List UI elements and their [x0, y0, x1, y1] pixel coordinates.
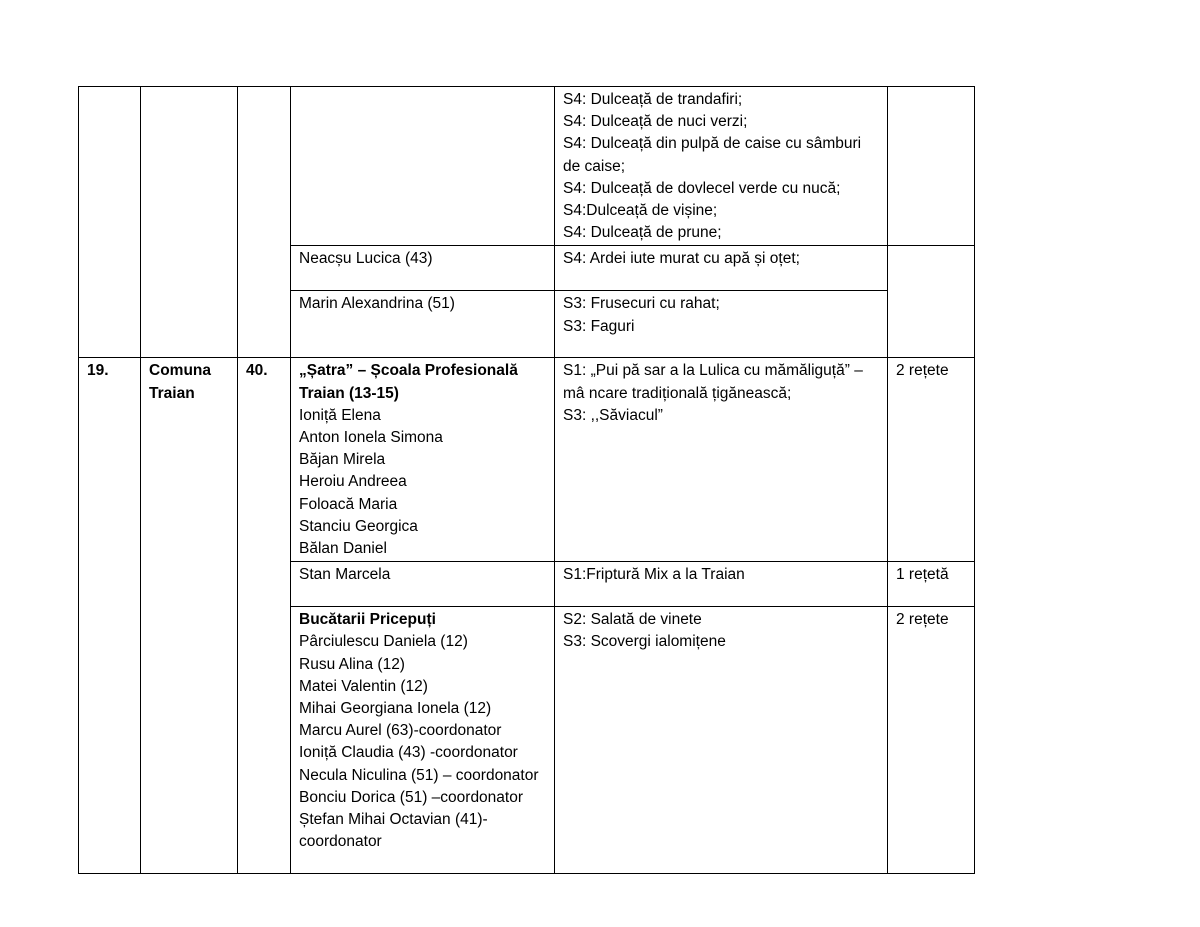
index-cell: [238, 87, 291, 358]
count-cell: [888, 87, 975, 246]
number-cell: [79, 358, 141, 874]
locality-cell: [141, 87, 238, 358]
member-name: Rusu Alina (12): [299, 655, 405, 673]
group-title: „Șatra” – Școala Profesională Traian (13-15): [299, 362, 518, 402]
participant-cell: [291, 87, 555, 246]
count-cell: [888, 562, 975, 607]
member-name: Foloacă Maria: [299, 495, 398, 513]
recipe-line: S3: Frusecuri cu rahat;: [563, 295, 720, 313]
member-name: Băjan Mirela: [299, 451, 386, 469]
recipe-line: S4: Dulceață de dovlecel verde cu nucă;: [563, 179, 841, 197]
recipes-cell: [555, 562, 888, 607]
recipe-line: S4: Dulceață de nuci verzi;: [563, 113, 748, 131]
table-row: [79, 358, 975, 562]
locality-name: Comuna Traian: [149, 362, 211, 402]
recipes-cell: [555, 291, 888, 358]
entry-number: 19.: [87, 362, 109, 380]
participant-cell: [291, 607, 555, 874]
member-name: Marcu Aurel (63)-coordonator: [299, 722, 502, 740]
participant-name: Neacșu Lucica (43): [299, 250, 433, 268]
member-name: Mihai Georgiana Ionela (12): [299, 700, 492, 718]
number-cell: [79, 87, 141, 358]
recipe-line: S2: Salată de vinete: [563, 611, 702, 629]
recipe-line: S3: Faguri: [563, 317, 635, 335]
member-name: Ștefan Mihai Octavian (41)-coordonator: [299, 811, 488, 851]
index-cell: [238, 358, 291, 874]
count-cell: [888, 246, 975, 358]
recipes-cell: [555, 607, 888, 874]
recipe-line: S4:Dulceață de vișine;: [563, 202, 718, 220]
participant-cell: [291, 358, 555, 562]
participant-cell: [291, 562, 555, 607]
member-name: Bonciu Dorica (51) –coordonator: [299, 788, 524, 806]
recipe-count: 1 rețetă: [896, 566, 949, 584]
recipe-line: S1: „Pui pă sar a la Lulica cu mămăliguță” – mâ ncare tradițională țigănească;: [563, 362, 863, 402]
recipe-line: S3: Scovergi ialomițene: [563, 633, 726, 651]
member-name: Ioniță Elena: [299, 406, 381, 424]
participant-cell: [291, 246, 555, 291]
member-name: Necula Niculina (51) – coordonator: [299, 766, 539, 784]
recipe-line: S4: Ardei iute murat cu apă și oțet;: [563, 250, 800, 268]
table-row: [79, 87, 975, 246]
member-name: Anton Ionela Simona: [299, 429, 443, 447]
member-name: Heroiu Andreea: [299, 473, 407, 491]
count-cell: [888, 358, 975, 562]
member-name: Pârciulescu Daniela (12): [299, 633, 468, 651]
participant-name: Marin Alexandrina (51): [299, 295, 455, 313]
recipe-count: 2 rețete: [896, 611, 949, 629]
group-title: Bucătarii Pricepuți: [299, 611, 436, 629]
participant-name: Stan Marcela: [299, 566, 391, 584]
recipe-line: S3: ,,Săviacul”: [563, 406, 663, 424]
entry-index: 40.: [246, 362, 268, 380]
recipe-line: S1:Friptură Mix a la Traian: [563, 566, 745, 584]
recipe-line: S4: Dulceață de prune;: [563, 224, 722, 242]
locality-cell: [141, 358, 238, 874]
member-name: Ioniță Claudia (43) -coordonator: [299, 744, 518, 762]
recipe-line: S4: Dulceață de trandafiri;: [563, 91, 743, 108]
member-name: Matei Valentin (12): [299, 677, 428, 695]
member-name: Bălan Daniel: [299, 540, 387, 558]
participant-cell: [291, 291, 555, 358]
recipes-cell: [555, 246, 888, 291]
member-name: Stanciu Georgica: [299, 517, 418, 535]
recipes-cell: [555, 358, 888, 562]
recipe-line: S4: Dulceață din pulpă de caise cu sâmburi de caise;: [563, 135, 862, 175]
recipes-table: [78, 86, 975, 874]
count-cell: [888, 607, 975, 874]
recipes-cell: [555, 87, 888, 246]
recipe-count: 2 rețete: [896, 362, 949, 380]
